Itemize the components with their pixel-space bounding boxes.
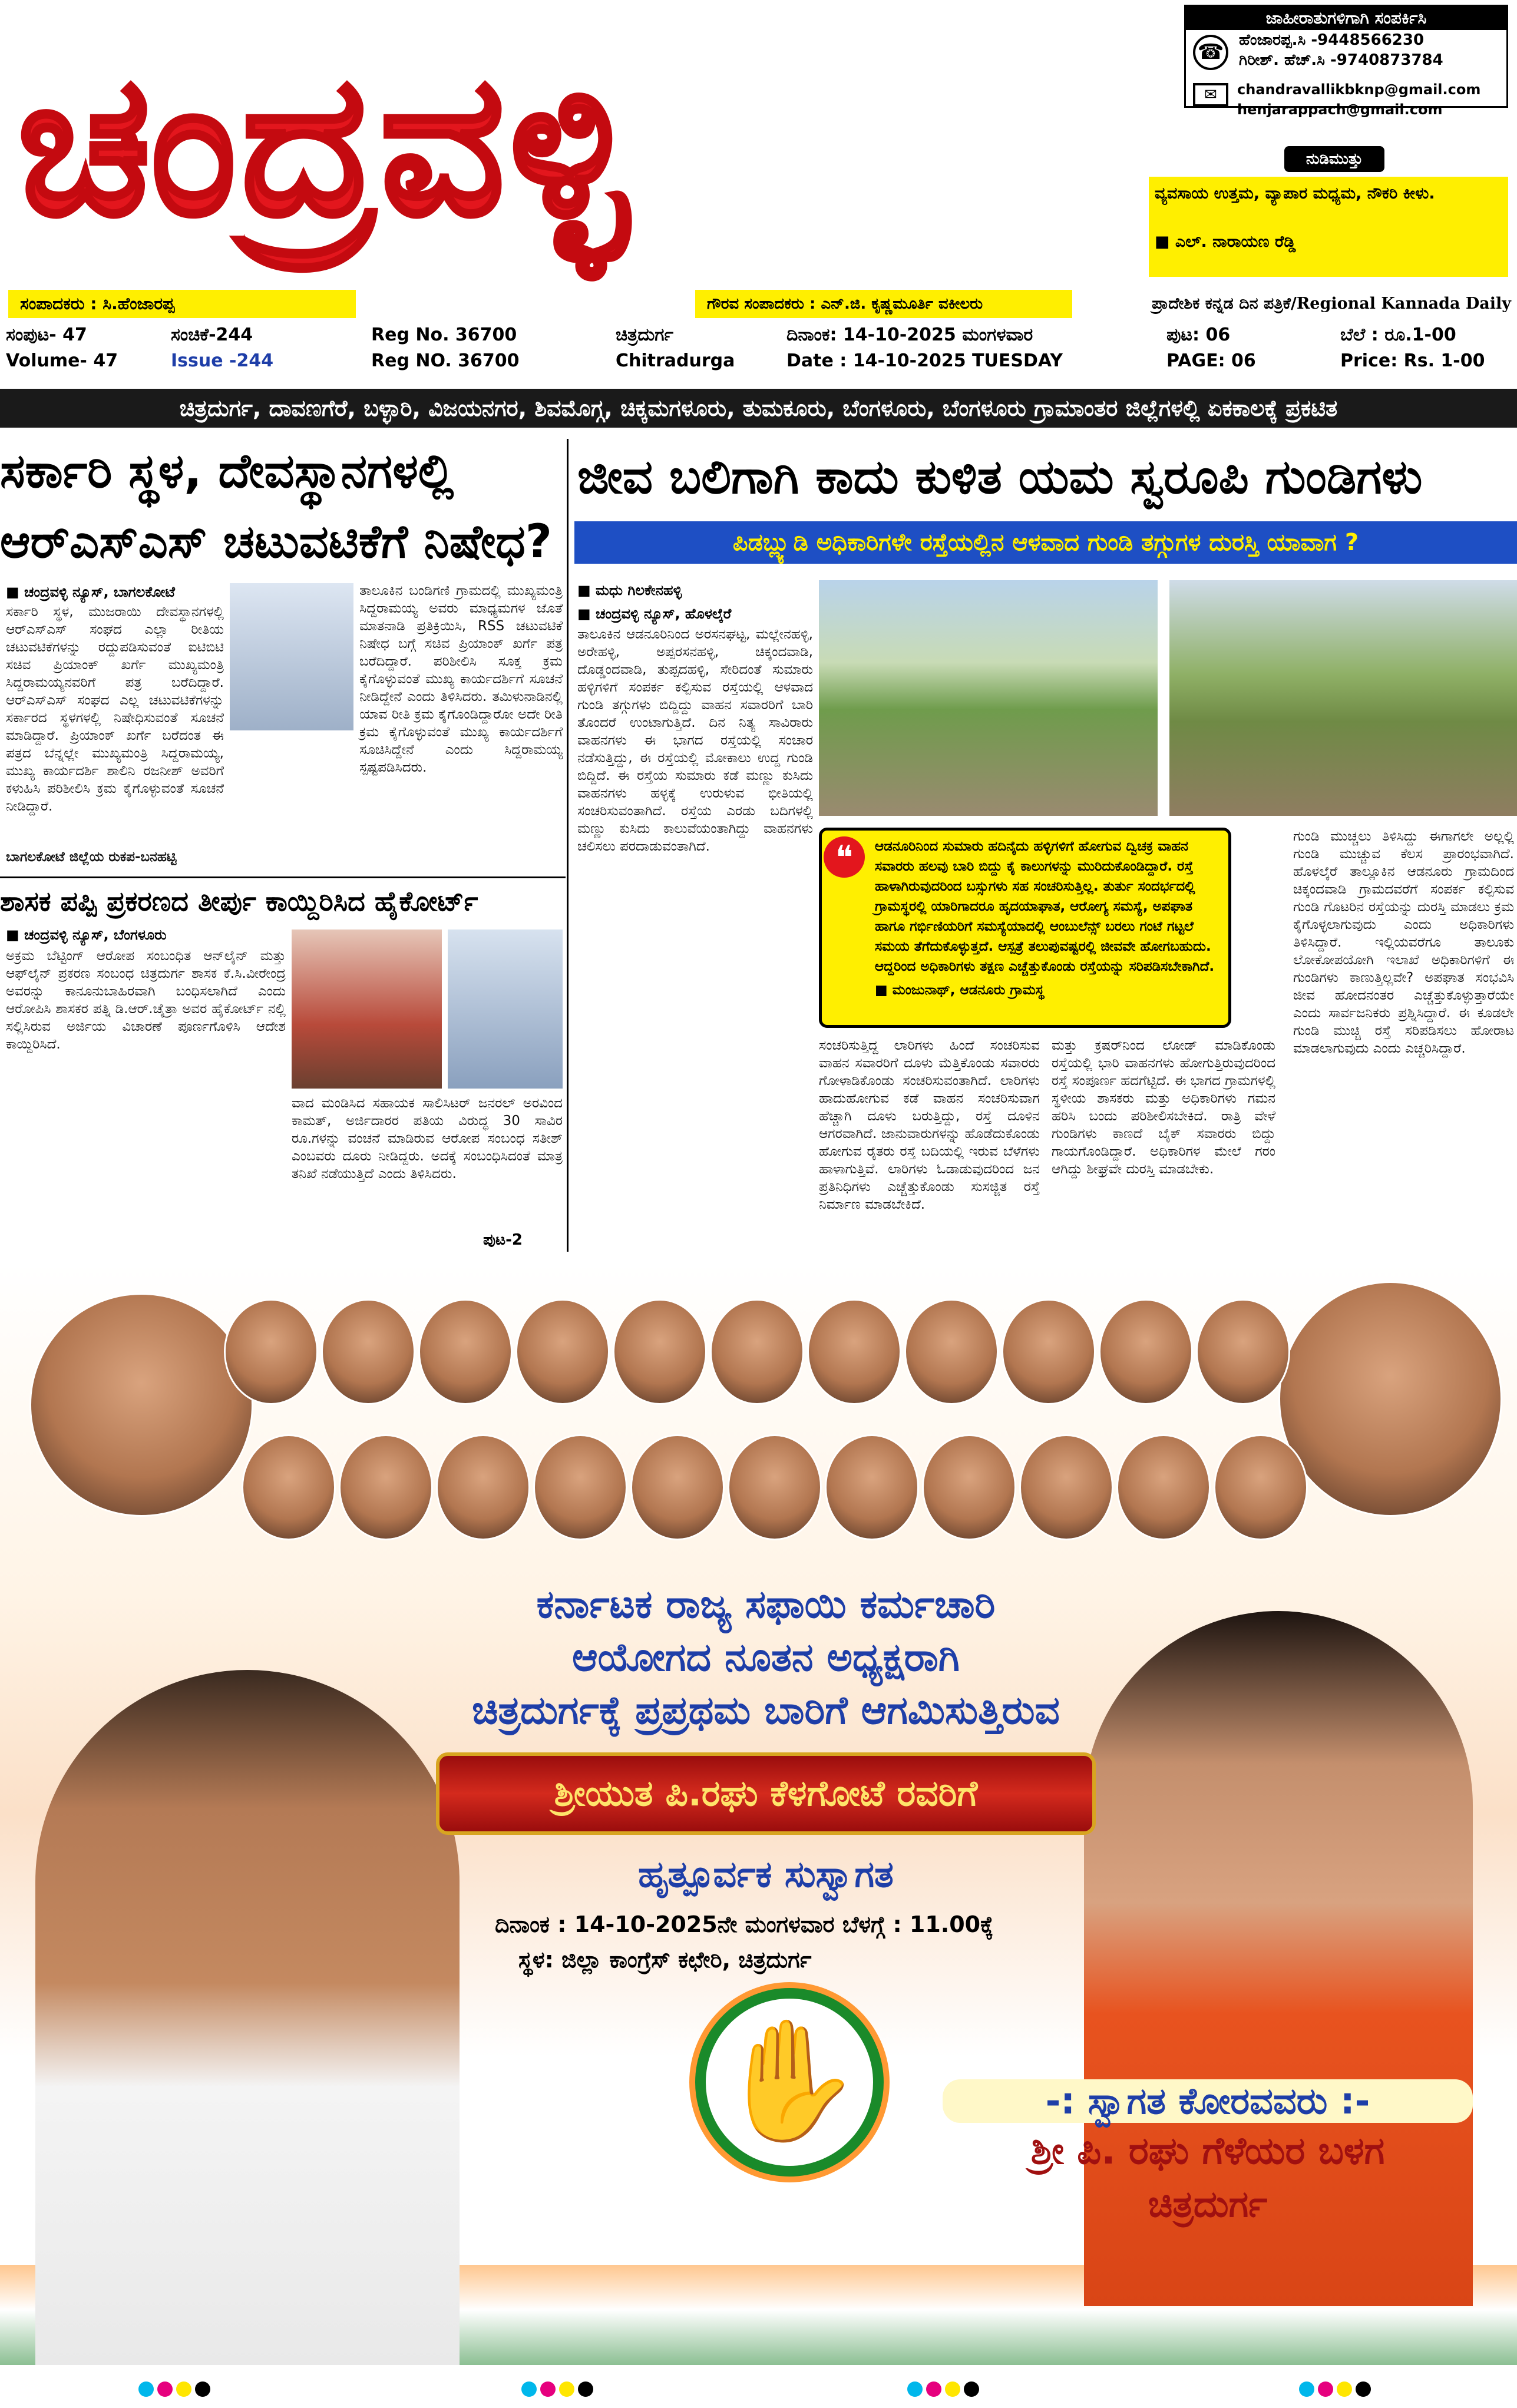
contact-email-1: chandravallikbknp@gmail.com bbox=[1237, 81, 1481, 98]
leader-photo bbox=[321, 1299, 415, 1405]
story3-col1: ತಾಲೂಕಿನ ಆಡನೂರಿನಿಂದ ಅರಸನಘಟ್ಟ, ಮಲ್ಲೇನಹಳ್ಳಿ, ಅರೇಹಳ್ಳಿ, ಅಪ್ಪರಸನಹಳ್ಳಿ, ಚಿಕ್ಕಂದವಾಡಿ, ದೊಡ್ಡಂದವಾಡಿ, ತುಪ್ಪದಹಳ್ಳಿ, ಸೇರಿದಂತೆ ಸುಮಾರು ಹಳ್ಳಿಗಳಿಗೆ ಸಂಪರ್ಕ ಕಲ್ಪಿಸುವ ರಸ್ತೆಯಲ್ಲಿ ಆಳವಾದ ಗುಂಡಿ ತಗ್ಗುಗಳು ಬಿದ್ದಿದ್ದು ವಾಹನ ಸವಾರರಿಗೆ ಬಾರಿ ತೊಂದರೆ ಉಂಟಾಗುತ್ತಿದೆ. ದಿನ ನಿತ್ಯ ಸಾವಿರಾರು ವಾಹನಗಳು ಈ ಭಾಗದ ರಸ್ತೆಯಲ್ಲಿ ಸಂಚಾರ ನಡೆಸುತ್ತಿದ್ದು, ಈ ರಸ್ತೆಯಲ್ಲಿ ಮೋಕಾಲು ಉದ್ದ ಗುಂಡಿ ಬಿದ್ದಿದೆ. ಈ ರಸ್ತೆಯ ಸುಮಾರು ಕಡೆ ಮಣ್ಣು ಕುಸಿದು ವಾಹನಗಳು ಹಳ್ಳಕ್ಕೆ ಉರುಳುವ ಭೀತಿಯಲ್ಲಿ ಸಂಚರಿಸುವಂತಾಗಿದೆ. ರಸ್ತೆಯ ಎರಡು ಬದಿಗಳಲ್ಲಿ ಮಣ್ಣು ಕುಸಿದು ಕಾಲುವೆಯಂತಾಗಿದ್ದು ವಾಹನಗಳು ಚಲಿಸಲು ಪರದಾಡುವಂತಾಗಿದೆ. bbox=[577, 627, 813, 854]
issue-en: Issue -244 bbox=[171, 350, 274, 371]
story3-col4: ಗುಂಡಿ ಮುಚ್ಚಲು ತಿಳಿಸಿದ್ದು ಈಗಾಗಲೇ ಅಲ್ಲಲ್ಲಿ ಗುಂಡಿ ಮುಚ್ಚುವ ಕೆಲಸ ಪ್ರಾರಂಭವಾಗಿದೆ. ಹೊಳಲ್ಕೆರೆ ತಾಲ್ಲೂಕಿನ ಆಡನೂರು ಗ್ರಾಮದಿಂದ ಚಿಕ್ಕಂದವಾಡಿ ಗ್ರಾಮದವರೆಗೆ ಸಂಪರ್ಕ ಕಲ್ಪಿಸುವ ಗುಂಡಿ ಗೊಟರಿನ ರಸ್ತೆಯನ್ನು ದುರಸ್ತಿ ಮಾಡಲು ಕ್ರಮ ಕೈಗೊಳ್ಳಲಾಗುವುದು ಎಂದು ಅಧಿಕಾರಿಗಳು ತಿಳಿಸಿದ್ದಾರೆ. ಇಲ್ಲಿಯವರೆಗೂ ತಾಲೂಕು ಲೋಕೋಪಯೋಗಿ ಇಲಾಖೆ ಅಧಿಕಾರಿಗಳಿಗೆ ಈ ಗುಂಡಿಗಳು ಕಾಣುತ್ತಿಲ್ಲವೇ? ಅಪಘಾತ ಸಂಭವಿಸಿ ಜೀವ ಹೋದನಂತರ ಎಚ್ಚೆತ್ತುಕೊಳ್ಳುತ್ತಾರೆಯೇ ಎಂದು ಸಾರ್ವಜನಿಕರು ಪ್ರಶ್ನಿಸಿದ್ದಾರೆ. ಈ ಕೂಡಲೇ ಗುಂಡಿ ಮುಚ್ಚಿ ರಸ್ತೆ ಸರಿಪಡಿಸಲು ಹೋರಾಟ ಮಾಡಲಾಗುವುದು ಎಂದು ಎಚ್ಚರಿಸಿದ್ದಾರೆ. bbox=[1293, 829, 1514, 1056]
resident-quote-box bbox=[819, 828, 1231, 1028]
contact-email-2: henjarappach@gmail.com bbox=[1237, 101, 1443, 118]
ad-title-line2: ಆಯೋಗದ ನೂತನ ಅಧ್ಯಕ್ಷರಾಗಿ bbox=[572, 1635, 960, 1680]
welcomers-title: -: ಸ್ವಾಗತ ಕೋರವವರು :- bbox=[943, 2079, 1473, 2123]
cmyk-marks bbox=[138, 2381, 210, 2397]
column-divider bbox=[567, 439, 569, 1252]
price-kn: ಬೆಲೆ : ರೂ.1-00 bbox=[1340, 325, 1456, 345]
quote-icon: ❝ bbox=[824, 836, 865, 878]
honoree-name-ribbon: ಶ್ರೀಯುತ ಪಿ.ರಘು ಕೆಳಗೋಟೆ ರವರಿಗೆ bbox=[436, 1752, 1096, 1835]
ad-title-line3: ಚಿತ್ರದುರ್ಗಕ್ಕೆ ಪ್ರಪ್ರಥಮ ಬಾರಿಗೆ ಆಗಮಿಸುತ್ತಿರುವ bbox=[472, 1688, 1060, 1733]
phone-icon: ☎ bbox=[1193, 35, 1228, 70]
story1-byline: ■ ಚಂದ್ರವಳ್ಳಿ ನ್ಯೂಸ್, ಬಾಗಲಕೋಟೆ bbox=[6, 584, 175, 600]
leader-photo bbox=[1116, 1434, 1211, 1540]
story2-byline: ■ ಚಂದ್ರವಳ್ಳಿ ನ್ಯೂಸ್, ಬೆಂಗಳೂರು bbox=[6, 927, 167, 943]
leader-photo bbox=[418, 1299, 513, 1405]
leader-photo bbox=[1002, 1299, 1096, 1405]
nudimuttu-box bbox=[1149, 177, 1508, 277]
leader-photo bbox=[613, 1299, 707, 1405]
story3-subhead: ಪಿಡಬ್ಲ್ಯುಡಿ ಅಧಿಕಾರಿಗಳೇ ರಸ್ತೆಯಲ್ಲಿನ ಆಳವಾದ ಗುಂಡಿ ತಗ್ಗುಗಳ ದುರಸ್ತಿ ಯಾವಾಗ ? bbox=[574, 521, 1517, 564]
nudimuttu-label: ನುಡಿಮುತ್ತು bbox=[1284, 146, 1384, 172]
pothole-road-photo-2 bbox=[1169, 580, 1517, 816]
leader-photo bbox=[533, 1434, 627, 1540]
leader-photo bbox=[29, 1293, 253, 1517]
welcomers-place: ಚಿತ್ರದುರ್ಗ bbox=[1148, 2182, 1268, 2225]
story3-byline: ■ ಚಂದ್ರವಳ್ಳಿ ನ್ಯೂಸ್, ಹೊಳಲ್ಕೆರೆ bbox=[577, 606, 732, 622]
leader-photo bbox=[1019, 1434, 1113, 1540]
nudimuttu-author: ■ ಎಲ್. ನಾರಾಯಣ ರೆಡ್ಡಿ bbox=[1155, 233, 1296, 251]
price-en: Price: Rs. 1-00 bbox=[1340, 350, 1485, 371]
page-en: PAGE: 06 bbox=[1166, 350, 1256, 371]
congress-hand-logo-icon: ✋ bbox=[695, 1988, 884, 2177]
ad-welcome-text: ಹೃತ್ಪೂರ್ವಕ ಸುಸ್ವಾಗತ bbox=[638, 1853, 894, 1896]
pothole-road-photo-1 bbox=[819, 580, 1158, 816]
leader-photo bbox=[728, 1434, 822, 1540]
leader-photo bbox=[1214, 1434, 1308, 1540]
leader-photo bbox=[436, 1434, 530, 1540]
mla-photo bbox=[448, 930, 563, 1089]
ad-venue: ಸ್ಥಳ: ಜಿಲ್ಲಾ ಕಾಂಗ್ರೆಸ್ ಕಛೇರಿ, ಚಿತ್ರದುರ್ಗ bbox=[518, 1947, 812, 1973]
cmyk-marks bbox=[521, 2381, 593, 2397]
leader-photo bbox=[1196, 1299, 1290, 1405]
date-en: Date : 14-10-2025 TUESDAY bbox=[786, 350, 1063, 371]
volume-kn: ಸಂಪುಟ- 47 bbox=[6, 325, 87, 345]
contact-phone-2: ಗಿರೀಶ್. ಹೆಚ್.ಸಿ -9740873784 bbox=[1239, 51, 1443, 69]
high-court-photo bbox=[292, 930, 442, 1089]
leader-photo bbox=[825, 1434, 919, 1540]
leader-photo bbox=[630, 1434, 725, 1540]
leader-photo bbox=[1099, 1299, 1193, 1405]
leader-photo bbox=[922, 1434, 1016, 1540]
leader-photo bbox=[1278, 1281, 1502, 1517]
cmyk-marks bbox=[907, 2381, 979, 2397]
welcomers-name: ಶ್ರೀ ಪಿ. ರಘು ಗೆಳೆಯರ ಬಳಗ bbox=[1030, 2129, 1385, 2173]
leader-photo bbox=[807, 1299, 901, 1405]
leader-photo bbox=[710, 1299, 804, 1405]
reg-no-2: Reg NO. 36700 bbox=[371, 350, 520, 371]
contact-phone-1: ಹೆಂಜಾರಪ್ಪ.ಸಿ -9448566230 bbox=[1239, 31, 1425, 49]
page-kn: ಪುಟ: 06 bbox=[1166, 325, 1231, 345]
print-registration-marks bbox=[0, 2377, 1517, 2400]
resident-quote-text: ಆಡನೂರಿನಿಂದ ಸುಮಾರು ಹದಿನೈದು ಹಳ್ಳಿಗಳಿಗೆ ಹೋಗುವ ದ್ವಿಚಕ್ರ ವಾಹನ ಸವಾರರು ಹಲವು ಬಾರಿ ಬಿದ್ದು ಕೈ ಕಾಲುಗಳನ್ನು ಮುರಿದುಕೊಂಡಿದ್ದಾರೆ. ರಸ್ತೆ ಹಾಳಾಗಿರುವುದರಿಂದ ಬಸ್ಸುಗಳು ಸಹ ಸಂಚರಿಸುತ್ತಿಲ್ಲ. ತುರ್ತು ಸಂದರ್ಭದಲ್ಲಿ ಗ್ರಾಮಸ್ಥರಲ್ಲಿ ಯಾರಿಗಾದರೂ ಹೃದಯಾಘಾತ, ಆರೋಗ್ಯ ಸಮಸ್ಯೆ, ಅಪಘಾತ ಹಾಗೂ ಗರ್ಭಿಣಿಯರಿಗೆ ಸಮಸ್ಯೆಯಾದಲ್ಲಿ ಆಂಬುಲೆನ್ಸ್ ಬರಲು ಗಂಟೆ ಗಟ್ಟಲೆ ಸಮಯ ತೆಗೆದುಕೊಳ್ಳುತ್ತದೆ. ಆಸ್ಪತ್ರೆ ತಲುಪುವಷ್ಟರಲ್ಲಿ ಜೀವವೇ ಹೋಗಬಹುದು. ಆದ್ದರಿಂದ ಅಧಿಕಾರಿಗಳು ತಕ್ಷಣ ಎಚ್ಚೆತ್ತುಕೊಂಡು ರಸ್ತೆಯನ್ನು ಸರಿಪಡಿಸಬೇಕಾಗಿದೆ. bbox=[875, 839, 1215, 974]
leader-photo bbox=[515, 1299, 610, 1405]
volume-en: Volume- 47 bbox=[6, 350, 118, 371]
leader-photo bbox=[224, 1299, 318, 1405]
honoree-portrait bbox=[35, 1670, 460, 2365]
issue-kn: ಸಂಚಿಕೆ-244 bbox=[171, 325, 253, 345]
story1-headline-line2: ಆರ್‌ಎಸ್‌ಎಸ್ ಚಟುವಟಿಕೆಗೆ ನಿಷೇಧ? bbox=[0, 515, 553, 568]
divider bbox=[0, 876, 566, 878]
contact-emails bbox=[1184, 80, 1508, 120]
story3-col3: ಮತ್ತು ಕ್ರಷರ್‌ನಿಂದ ಲೋಡ್ ಮಾಡಿಕೊಂಡು ರಸ್ತೆಯಲ್ಲಿ ಭಾರಿ ವಾಹನಗಳು ಹೋಗುತ್ತಿರುವುದರಿಂದ ರಸ್ತೆ ಸಂಪೂರ್ಣ ಹದಗೆಟ್ಟಿದೆ. ಈ ಭಾಗದ ಗ್ರಾಮಗಳಲ್ಲಿ ಸ್ಥಳೀಯ ಶಾಸಕರು ಮತ್ತು ಅಧಿಕಾರಿಗಳು ಗಮನ ಹರಿಸಿ ಬಂದು ಪರಿಶೀಲಿಸಬೇಕಿದೆ. ರಾತ್ರಿ ವೇಳೆ ಗುಂಡಿಗಳು ಕಾಣದೆ ಬೈಕ್ ಸವಾರರು ಬಿದ್ದು ಗಾಯಗೊಂಡಿದ್ದಾರೆ. ಅಧಿಕಾರಿಗಳ ಮೇಲೆ ಗರಂ ಆಗಿದ್ದು ಶೀಘ್ರವೇ ದುರಸ್ತಿ ಮಾಡಬೇಕು. bbox=[1052, 1038, 1275, 1177]
nudimuttu-quote: ವ್ಯವಸಾಯ ಉತ್ತಮ, ವ್ಯಾಪಾರ ಮಧ್ಯಮ, ನೌಕರಿ ಕೀಳು. bbox=[1155, 184, 1435, 203]
mail-icon: ✉ bbox=[1193, 83, 1228, 107]
story1-col2: ತಾಲೂಕಿನ ಬಂಡಿಗಣಿ ಗ್ರಾಮದಲ್ಲಿ ಮುಖ್ಯಮಂತ್ರಿ ಸಿದ್ದರಾಮಯ್ಯ ಅವರು ಮಾಧ್ಯಮಗಳ ಜೊತೆ ಮಾತನಾಡಿ ಪ್ರತಿಕ್ರಿಯಿಸಿ, RSS ಚಟುವಟಿಕೆ ನಿಷೇಧ ಬಗ್ಗೆ ಸಚಿವ ಪ್ರಿಯಾಂಕ್ ಖರ್ಗೆ ಪತ್ರ ಬರೆದಿದ್ದಾರೆ. ಪರಿಶೀಲಿಸಿ ಸೂಕ್ತ ಕ್ರಮ ಕೈಗೊಳ್ಳುವಂತೆ ಮುಖ್ಯ ಕಾರ್ಯದರ್ಶಿಗೆ ಸೂಚನೆ ನೀಡಿದ್ದೇನೆ ಎಂದು ತಿಳಿಸಿದರು. ತಮಿಳುನಾಡಿನಲ್ಲಿ ಯಾವ ರೀತಿ ಕ್ರಮ ಕೈಗೊಂಡಿದ್ದಾರೋ ಅದೇ ರೀತಿ ಕ್ರಮ ಕೈಗೊಳ್ಳುವಂತೆ ಮುಖ್ಯ ಕಾರ್ಯದರ್ಶಿಗೆ ಸೂಚಿಸಿದ್ದೇನೆ ಎಂದು ಸಿದ್ದರಾಮಯ್ಯ ಸ್ಪಷ್ಟಪಡಿಸಿದರು. bbox=[359, 583, 563, 775]
leader-photo bbox=[242, 1434, 336, 1540]
story3-author: ■ ಮಧು ಗಿಲಕೇನಹಳ್ಳಿ bbox=[577, 582, 682, 598]
masthead-logo: ಚಂದ್ರವಳ್ಳಿ bbox=[18, 30, 633, 259]
region-banner: ಚಿತ್ರದುರ್ಗ, ದಾವಣಗೆರೆ, ಬಳ್ಳಾರಿ, ವಿಜಯನಗರ, ಶಿವಮೊಗ್ಗ, ಚಿಕ್ಕಮಗಳೂರು, ತುಮಕೂರು, ಬೆಂಗಳೂರು, ಬೆಂಗಳೂರು ಗ್ರಾಮಾಂತರ ಜಿಲ್ಲೆಗಳಲ್ಲಿ ಏಕಕಾಲಕ್ಕೆ ಪ್ರಕಟಿತ bbox=[0, 389, 1517, 428]
ad-title-line1: ಕರ್ನಾಟಕ ರಾಜ್ಯ ಸಫಾಯಿ ಕರ್ಮಚಾರಿ bbox=[536, 1582, 996, 1627]
welcome-advertisement bbox=[0, 1263, 1517, 2365]
story2-col2: ವಾದ ಮಂಡಿಸಿದ ಸಹಾಯಕ ಸಾಲಿಸಿಟರ್ ಜನರಲ್ ಅರವಿಂದ ಕಾಮತ್, ಅರ್ಜಿದಾರರ ಪತಿಯ ವಿರುದ್ಧ 30 ಸಾವಿರ ರೂ.ಗಳನ್ನು ವಂಚನೆ ಮಾಡಿರುವ ಆರೋಪ ಸಂಬಂಧ ಸತೀಶ್ ಎಂಬವರು ದೂರು ನೀಡಿದ್ದರು. ಅದಕ್ಕೆ ಸಂಬಂಧಿಸಿದಂತೆ ಮಾತ್ರ ತನಿಖೆ ನಡೆಯುತ್ತಿದೆ ಎಂದು ತಿಳಿಸಿದರು. bbox=[292, 1096, 563, 1182]
story3-headline: ಜೀವ ಬಲಿಗಾಗಿ ಕಾದು ಕುಳಿತ ಯಮ ಸ್ವರೂಪಿ ಗುಂಡಿಗಳು bbox=[577, 449, 1423, 504]
story1-headline-line1: ಸರ್ಕಾರಿ ಸ್ಥಳ, ದೇವಸ್ಥಾನಗಳಲ್ಲಿ bbox=[0, 444, 454, 498]
honorary-editor-credit: ಗೌರವ ಸಂಪಾದಕರು : ಎನ್.ಜಿ. ಕೃಷ್ಣಮೂರ್ತಿ ವಕೀಲರು bbox=[695, 290, 1072, 318]
story1-col1: ಸರ್ಕಾರಿ ಸ್ಥಳ, ಮುಜರಾಯಿ ದೇವಸ್ಥಾನಗಳಲ್ಲಿ ಆರ್‌ಎಸ್‌ಎಸ್ ಸಂಘದ ಎಲ್ಲಾ ರೀತಿಯ ಚಟುವಟಿಕೆಗಳನ್ನು ರದ್ದುಪಡಿಸುವಂತೆ ಐಟಿಬಿಟಿ ಸಚಿವ ಪ್ರಿಯಾಂಕ್ ಖರ್ಗೆ ಮುಖ್ಯಮಂತ್ರಿ ಸಿದ್ದರಾಮಯ್ಯನವರಿಗೆ ಪತ್ರ ಬರೆದಿದ್ದಾರೆ. ಆರ್‌ಎಸ್‌ಎಸ್ ಸಂಘದ ಎಲ್ಲ ಚಟುವಟಿಕೆಗಳನ್ನು ಸರ್ಕಾರದ ಸ್ಥಳಗಳಲ್ಲಿ ನಿಷೇಧಿಸುವಂತೆ ಸೂಚನೆ ಮಾಡಿದ್ದಾರೆ. ಪ್ರಿಯಾಂಕ್ ಖರ್ಗೆ ಬರೆದಂತ ಈ ಪತ್ರದ ಬೆನ್ನಲ್ಲೇ ಮುಖ್ಯಮಂತ್ರಿ ಸಿದ್ದರಾಮಯ್ಯ, ಮುಖ್ಯ ಕಾರ್ಯದರ್ಶಿ ಶಾಲಿನಿ ರಜನೀಶ್ ಅವರಿಗೆ ಕಳುಹಿಸಿ ಪರಿಶೀಲಿಸಿ ಕ್ರಮ ಕೈಗೊಳ್ಳುವಂತೆ ಸೂಚನೆ ನೀಡಿದ್ದಾರೆ. bbox=[6, 604, 224, 814]
story3-col2: ಸಂಚರಿಸುತ್ತಿದ್ದ ಲಾರಿಗಳು ಹಿಂದೆ ಸಂಚರಿಸುವ ವಾಹನ ಸವಾರರಿಗೆ ದೂಳು ಮೆತ್ತಿಕೊಂಡು ಸವಾರರು ಗೋಳಾಡಿಕೊಂಡು ಸಂಚರಿಸುವಂತಾಗಿದೆ. ಲಾರಿಗಳು ಹಾದುಹೋಗುವ ಕಡೆ ವಾಹನ ಸಂಚರಿಸುವಾಗ ಹೆಚ್ಚಾಗಿ ದೂಳು ಬರುತ್ತಿದ್ದು, ರಸ್ತೆ ದೂಳಿನ ಆಗರವಾಗಿದೆ. ಜಾನುವಾರುಗಳನ್ನು ಹೊಡೆದುಕೊಂಡು ಹೋಗುವ ರೈತರು ರಸ್ತೆ ಬದಿಯಲ್ಲಿ ಇರುವ ಬೆಳೆಗಳು ಹಾಳಾಗುತ್ತಿವೆ. ಲಾರಿಗಳು ಓಡಾಡುವುದರಿಂದ ಜನ ಪ್ರತಿನಿಧಿಗಳು ಎಚ್ಚೆತ್ತುಕೊಂಡು ಸುಸಜ್ಜಿತ ರಸ್ತೆ ನಿರ್ಮಾಣ ಮಾಡಬೇಕಿದೆ. bbox=[819, 1038, 1040, 1212]
ad-date-time: ದಿನಾಂಕ : 14-10-2025ನೇ ಮಂಗಳವಾರ ಬೆಳಗ್ಗೆ : 11.00ಕ್ಕೆ bbox=[495, 1911, 994, 1937]
resident-quote-author: ■ ಮಂಜುನಾಥ್, ಆಡನೂರು ಗ್ರಾಮಸ್ಥ bbox=[875, 983, 1045, 998]
story2-headline: ಶಾಸಕ ಪಪ್ಪಿ ಪ್ರಕರಣದ ತೀರ್ಪು ಕಾಯ್ದಿರಿಸಿದ ಹೈಕೋರ್ಟ್ bbox=[0, 885, 478, 917]
regional-daily-label: ಪ್ರಾದೇಶಿಕ ಕನ್ನಡ ದಿನ ಪತ್ರಿಕೆ/Regional Kannada Daily bbox=[1152, 295, 1511, 313]
leader-photo bbox=[904, 1299, 999, 1405]
story1-footer: ಬಾಗಲಕೋಟೆ ಜಿಲ್ಲೆಯ ರುಕಪ-ಬನಹಟ್ಟಿ bbox=[6, 849, 177, 865]
chief-minister-photo bbox=[230, 583, 353, 730]
place-kn: ಚಿತ್ರದುರ್ಗ bbox=[616, 325, 674, 345]
cmyk-marks bbox=[1299, 2381, 1371, 2397]
ad-contact-title: ಜಾಹೀರಾತುಗಳಿಗಾಗಿ ಸಂಪರ್ಕಿಸಿ bbox=[1186, 6, 1506, 30]
leader-photo bbox=[339, 1434, 433, 1540]
editor-credit: ಸಂಪಾದಕರು : ಸಿ.ಹೆಂಜಾರಪ್ಪ bbox=[8, 290, 356, 318]
story2-col1: ಅಕ್ರಮ ಬೆಟ್ಟಿಂಗ್ ಆರೋಪ ಸಂಬಂಧಿತ ಆನ್‌ಲೈನ್ ಮತ್ತು ಆಫ್‌ಲೈನ್ ಪ್ರಕರಣ ಸಂಬಂಧ ಚಿತ್ರದುರ್ಗ ಶಾಸಕ ಕೆ.ಸಿ.ವೀರೇಂದ್ರ ಅವರನ್ನು ಕಾನೂನುಬಾಹಿರವಾಗಿ ಬಂಧಿಸಲಾಗಿದೆ ಎಂದು ಆರೋಪಿಸಿ ಶಾಸಕರ ಪತ್ನಿ ಡಿ.ಆರ್.ಚೈತ್ರಾ ಅವರ ಹೈಕೋರ್ಟ್ ನಲ್ಲಿ ಸಲ್ಲಿಸಿರುವ ಅರ್ಜಿಯ ವಿಚಾರಣೆ ಪೂರ್ಣಗೊಳಿಸಿ ಆದೇಶ ಕಾಯ್ದಿರಿಸಿದೆ. bbox=[6, 948, 286, 1052]
story2-continued: ಪುಟ-2 bbox=[483, 1231, 523, 1249]
place-en: Chitradurga bbox=[616, 350, 735, 371]
reg-no-1: Reg No. 36700 bbox=[371, 325, 517, 345]
issue-info-bar bbox=[0, 323, 1517, 382]
date-kn: ದಿನಾಂಕ: 14-10-2025 ಮಂಗಳವಾರ bbox=[786, 325, 1033, 345]
